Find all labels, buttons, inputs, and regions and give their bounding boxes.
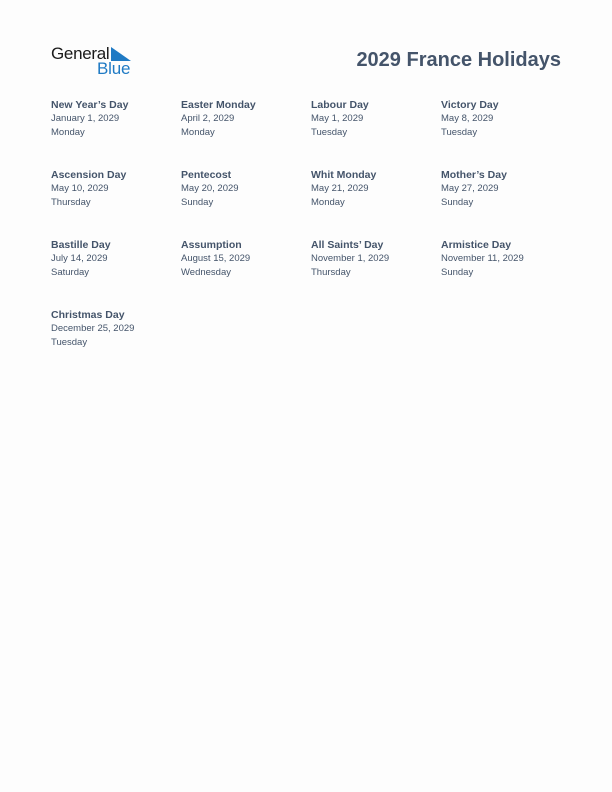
holiday-date: July 14, 2029 [51, 253, 108, 264]
holiday-name: New Year’s Day [51, 99, 129, 111]
holiday-name: Easter Monday [181, 99, 256, 111]
holiday-date: May 27, 2029 [441, 183, 499, 194]
holiday-item [181, 99, 306, 140]
holiday-name: Mother’s Day [441, 169, 507, 181]
holiday-weekday: Saturday [51, 267, 90, 278]
holiday-name: Assumption [181, 239, 242, 251]
holiday-name: Armistice Day [441, 239, 512, 251]
holiday-item [441, 99, 566, 140]
holiday-name: Ascension Day [51, 169, 127, 181]
holiday-item [311, 99, 436, 140]
holiday-name: Pentecost [181, 169, 232, 181]
holiday-weekday: Thursday [51, 197, 91, 208]
holiday-date: May 8, 2029 [441, 113, 494, 124]
holiday-weekday: Sunday [441, 197, 474, 208]
holiday-weekday: Thursday [311, 267, 351, 278]
holiday-name: All Saints’ Day [311, 239, 384, 251]
holiday-name: Christmas Day [51, 309, 125, 321]
holiday-date: May 1, 2029 [311, 113, 364, 124]
holiday-weekday: Monday [181, 127, 215, 138]
holiday-weekday: Tuesday [441, 127, 478, 138]
holiday-name: Labour Day [311, 99, 369, 111]
holiday-date: August 15, 2029 [181, 253, 251, 264]
holiday-name: Whit Monday [311, 169, 377, 181]
page-title: 2029 France Holidays [356, 49, 561, 71]
holiday-weekday: Monday [51, 127, 85, 138]
holiday-item [51, 239, 176, 280]
holiday-item [441, 169, 566, 210]
holiday-weekday: Sunday [441, 267, 474, 278]
holiday-item [441, 239, 566, 280]
holiday-date: April 2, 2029 [181, 113, 235, 124]
holiday-date: January 1, 2029 [51, 113, 120, 124]
holiday-weekday: Tuesday [51, 337, 88, 348]
holiday-item [181, 239, 306, 280]
holiday-date: November 1, 2029 [311, 253, 390, 264]
holiday-weekday: Monday [311, 197, 345, 208]
holiday-name: Bastille Day [51, 239, 111, 251]
holiday-date: November 11, 2029 [441, 253, 524, 264]
holiday-date: May 20, 2029 [181, 183, 239, 194]
logo-blue-text: Blue [97, 59, 131, 78]
holiday-item [51, 99, 176, 140]
holiday-weekday: Sunday [181, 197, 214, 208]
holiday-weekday: Wednesday [181, 267, 231, 278]
holiday-weekday: Tuesday [311, 127, 348, 138]
holiday-item [51, 169, 176, 210]
logo-general-text: General [51, 44, 110, 63]
holiday-item [181, 169, 306, 210]
holiday-date: May 10, 2029 [51, 183, 109, 194]
holiday-date: December 25, 2029 [51, 323, 135, 334]
holiday-date: May 21, 2029 [311, 183, 369, 194]
holiday-item [311, 169, 436, 210]
logo [51, 44, 141, 78]
holiday-item [51, 309, 176, 350]
holiday-name: Victory Day [441, 99, 499, 111]
holiday-item [311, 239, 436, 280]
